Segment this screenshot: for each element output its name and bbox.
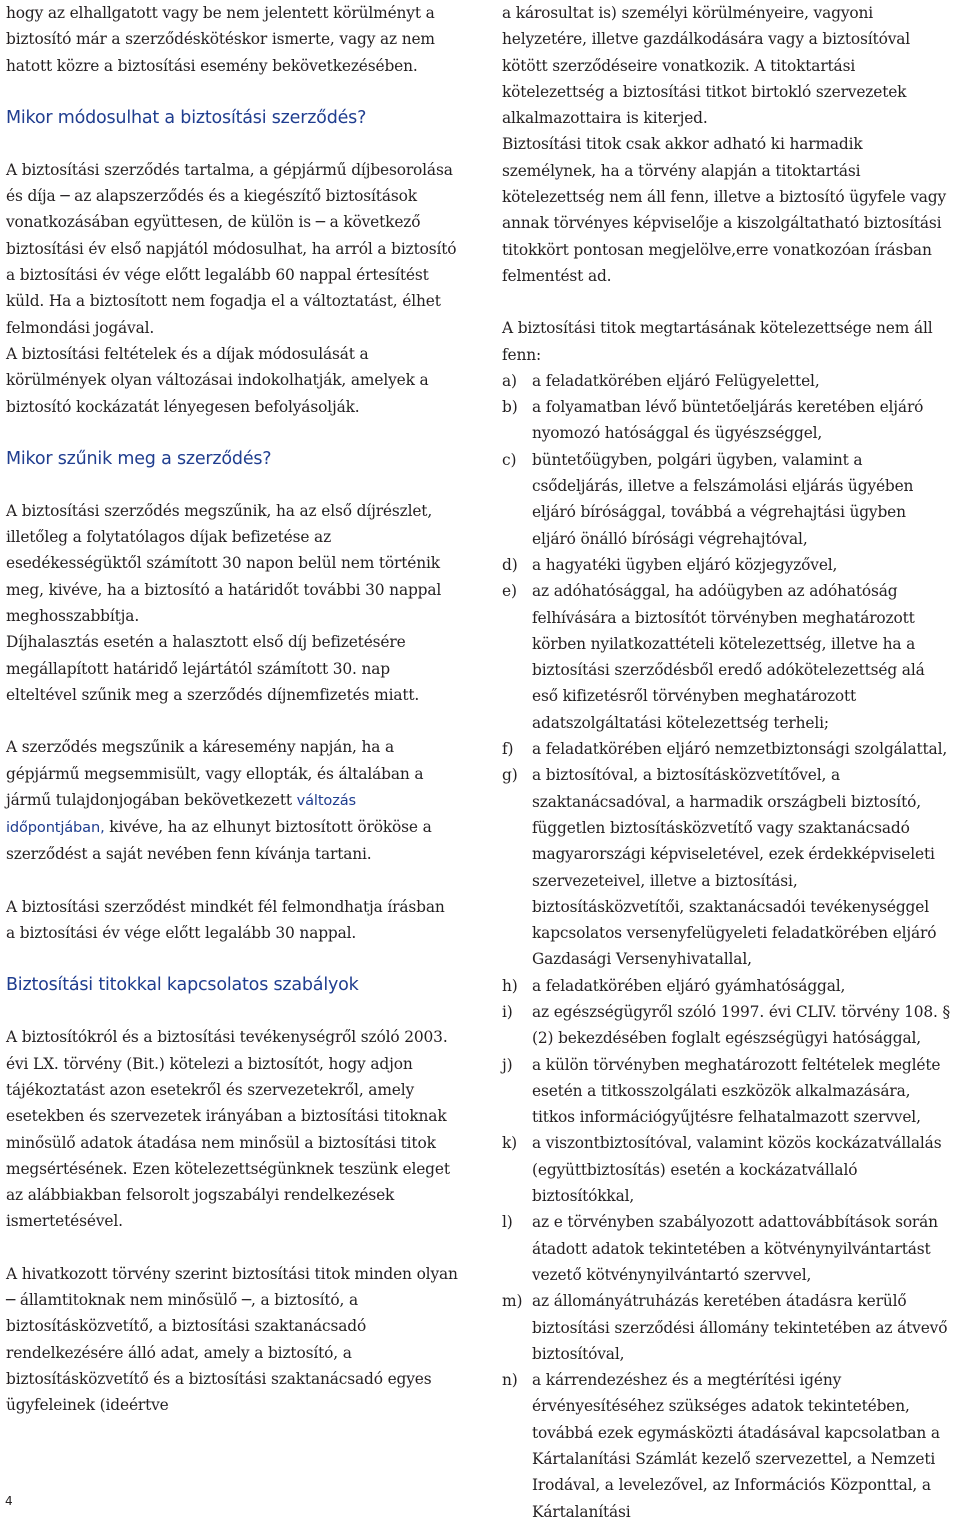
modification-paragraph-2: A biztosítási feltételek és a díjak módosulását a körülmények olyan változásai indokolhatják, amelyek a biztosító kockázatát lényegesen befolyásolják. xyxy=(6,344,429,416)
intro-paragraph: hogy az elhallgatott vagy be nem jelentett körülményt a biztosító már a szerződéskötéskor ismerte, vagy az nem hatott közre a biztosítási esemény bekövetkezésében. xyxy=(6,4,435,75)
list-item: c) büntetőügyben, polgári ügyben, valamint a csődeljárás, illetve a felszámolási eljárás ügyében eljáró bírósággal, továbbá a végrehajtási ügyben eljáró önálló bírósági végrehajtóval, xyxy=(502,450,914,548)
termination-paragraph-4: A biztosítási szerződést mindkét fél felmondhatja írásban a biztosítási év vége előtt legalább 30 nappal. xyxy=(6,897,445,943)
continuation-paragraph: a károsultat is) személyi körülményeire, vagyoni helyzetére, illetve gazdálkodására vagy a biztosítóval kötött szerződéseire vonatkozik. A titoktartási kötelezettség a biztosítási titkot birtokló szervezetek alkalmazottaira is kiterjed. xyxy=(502,4,911,128)
list-item: h) a feladatkörében eljáró gyámhatósággal, xyxy=(502,976,846,995)
list-item: k) a viszontbiztosítóval, valamint közös kockázatvállalás (együttbiztosítás) esetén a kockázatvállaló biztosítókkal, xyxy=(502,1134,942,1206)
page-number: 4 xyxy=(5,1494,13,1508)
termination-paragraph-3: A szerződés megszűnik a káresemény napján, ha a gépjármű megsemmisült, vagy ellopták, és általában a jármű tulajdonjogában bekövetkezett változás időpontjában, kivéve, ha az elhunyt biztosított örököse a szerződést a saját nevében fenn kívánja tartani. xyxy=(6,738,432,864)
termination-paragraph-2: Díjhalasztás esetén a halasztott első díj befizetésére megállapított határidő lejártától számított 30. nap elteltével szűnik meg a szerződés díjnemfizetés miatt. xyxy=(6,633,420,704)
list-item: l) az e törvényben szabályozott adattovábbítások során átadott adatok tekintetében a kötvénynyilvántartást vezető kötvénynyilvántartó szervvel, xyxy=(502,1213,938,1284)
list-item: g) a biztosítóval, a biztosításközvetítővel, a szaktanácsadóval, a harmadik országbeli biztosító, független biztosításközvetítő vagy szaktanácsadó magyarországi képviseletével, ezek érdekképviseleti szervezeteivel, illetve a biztosítási, biztosításközvetítői, szaktanácsadói tevékenységgel kapcsolatos versenyfelügyeleti feladatkörében eljáró Gazdasági Versenyhivatallal, xyxy=(502,766,937,969)
list-item: i) az egészségügyről szóló 1997. évi CLIV. törvény 108. § (2) bekezdésében foglalt egészségügyi hatósággal, xyxy=(502,1002,951,1048)
heading-secrecy: Biztosítási titokkal kapcsolatos szabályok xyxy=(6,975,359,996)
heading-termination: Mikor szűnik meg a szerződés? xyxy=(6,448,272,469)
list-item: b) a folyamatban lévő büntetőeljárás keretében eljáró nyomozó hatósággal és ügyészséggel, xyxy=(502,398,924,443)
third-party-paragraph: Biztosítási titok csak akkor adható ki harmadik személynek, ha a törvény alapján a titoktartási kötelezettség nem áll fenn, illetve a biztosító ügyfele vagy annak törvényes képviselője a kiszolgáltatható biztosítási titokkört pontosan megjelölve,erre vonatkozóan írásban felmentést ad. xyxy=(502,135,947,285)
exemption-list xyxy=(502,368,954,1525)
secrecy-paragraph-1: A biztosítókról és a biztosítási tevékenységről szóló 2003. évi LX. törvény (Bit.) kötelezi a biztosítót, hogy adjon tájékoztatást azon esetekről és szervezetekről, amely esetekben és szervezetek irányában a biztosítási titoknak minősülő adatok átadása nem minősül a biztosítási titok megsértésének. Ezen kötelezettségünknek teszünk eleget az alábbiakban felsorolt jogszabályi rendelkezések ismertetésével. xyxy=(6,1028,450,1231)
list-item: m) az állományátruházás keretében átadásra kerülő biztosítási szerződési állomány tekintetében az átvevő biztosítóval, xyxy=(502,1292,948,1363)
list-item: a) a feladatkörében eljáró Felügyelettel, xyxy=(502,371,820,390)
heading-modification: Mikor módosulhat a biztosítási szerződés? xyxy=(6,107,367,128)
left-column xyxy=(6,0,458,1418)
secrecy-paragraph-2: A hivatkozott törvény szerint biztosítási titok minden olyan ─ államtitoknak nem minősülő ─, a biztosító, a biztosításközvetítő, a biztosítási szaktanácsadó rendelkezésére álló adat, amely a biztosító, a biztosításközvetítő és a biztosítási szaktanácsadó egyes ügyfeleinek (ideértve xyxy=(6,1264,458,1415)
list-item: d) a hagyatéki ügyben eljáró közjegyzővel, xyxy=(502,555,838,574)
right-column xyxy=(502,0,954,1525)
list-item: f) a feladatkörében eljáró nemzetbiztonsági szolgálattal, xyxy=(502,740,948,759)
list-item: e) az adóhatósággal, ha adóügyben az adóhatóság felhívására a biztosítót törvényben meghatározott körben nyilatkozattételi kötelezettség, illetve ha a biztosítási szerződésből eredő adókötelezettség alá eső kifizetésről törvényben meghatározott adatszolgáltatási kötelezettség terheli; xyxy=(502,582,925,732)
list-intro: A biztosítási titok megtartásának kötelezettsége nem áll fenn: xyxy=(502,319,933,364)
modification-paragraph-1: A biztosítási szerződés tartalma, a gépjármű díjbesorolása és díja ─ az alapszerződés és a kiegészítő biztosítások vonatkozásában együttesen, de külön is ─ a következő biztosítási év első napjától módosulhat, ha arról a biztosító a biztosítási év vége előtt legalább 60 nappal értesítést küld. Ha a biztosított nem fogadja el a változtatást, élhet felmondási jogával. xyxy=(6,160,457,337)
list-item: n) a kárrendezéshez és a megtérítési igény érvényesítéséhez szükséges adatok tekintetében, továbbá ezek egymásközti átadásával kapcsolatban a Kártalanítási Számlát kezelő szervezettel, a Nemzeti Irodával, a levelezővel, az Információs Központtal, a Kártalanítási xyxy=(502,1371,940,1521)
highlight-text: változás időpontjában, xyxy=(6,791,356,837)
list-item: j) a külön törvényben meghatározott feltételek megléte esetén a titkosszolgálati eszközök alkalmazására, titkos információgyűjtésre felhatalmazott szervvel, xyxy=(502,1055,941,1127)
termination-paragraph-1: A biztosítási szerződés megszűnik, ha az első díjrészlet, illetőleg a folytatólagos díjak befizetése az esedékességüktől számított 30 napon belül nem történik meg, kivéve, ha a biztosító a határidőt további 30 nappal meghosszabbítja. xyxy=(6,501,442,626)
